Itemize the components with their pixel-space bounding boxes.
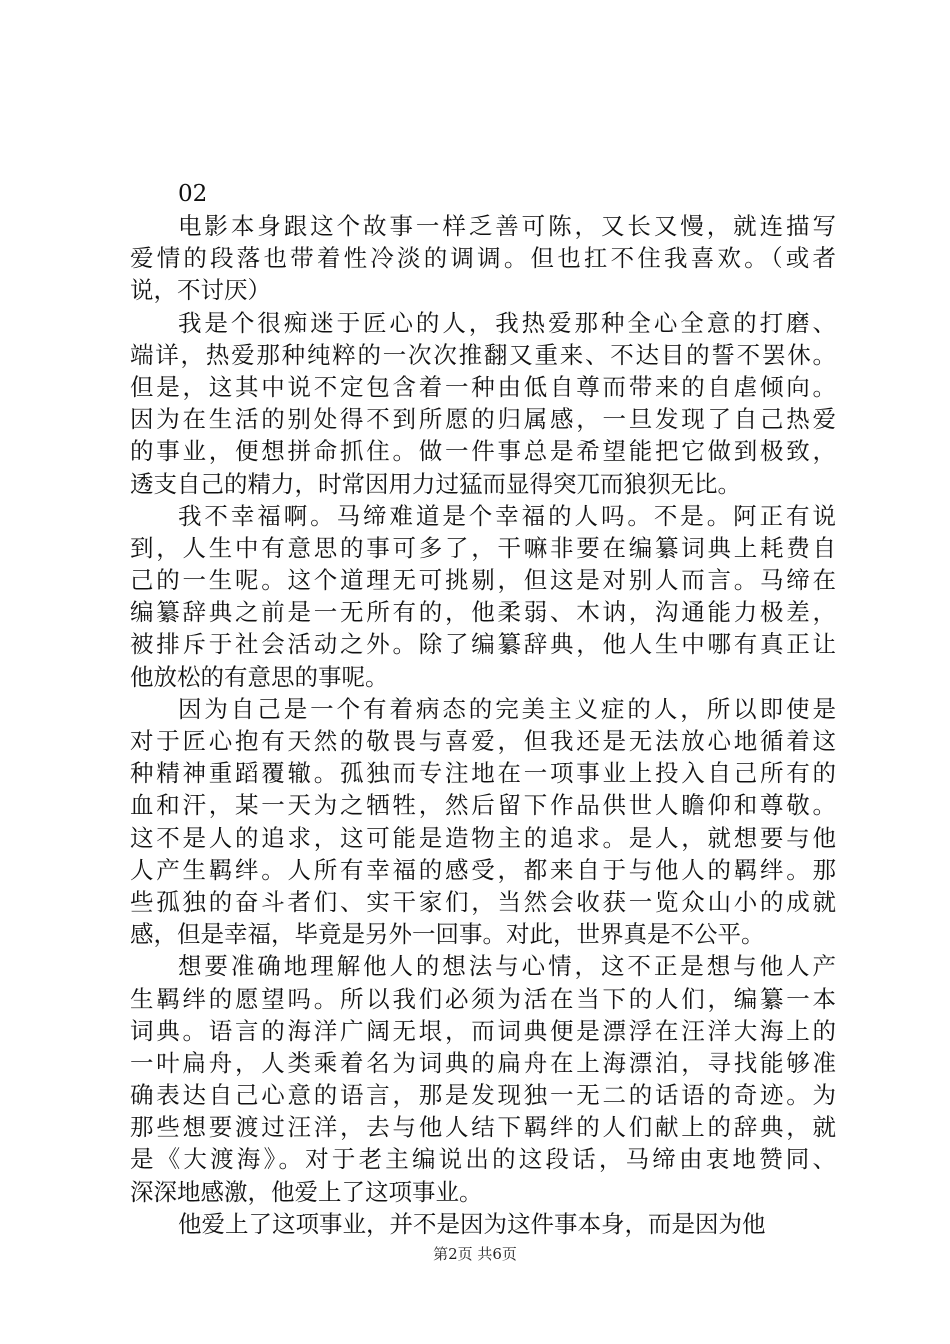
text-line: 一叶扁舟，人类乘着名为词典的扁舟在上海漂泊，寻找能够准	[130, 1048, 836, 1077]
paragraph	[130, 693, 836, 951]
text-line: 确表达自己心意的语言，那是发现独一无二的话语的奇迹。为	[130, 1081, 836, 1110]
text-line: 编纂辞典之前是一无所有的，他柔弱、木讷，沟通能力极差，	[130, 598, 836, 627]
text-line: 词典。语言的海洋广阔无垠，而词典便是漂浮在汪洋大海上的	[130, 1016, 836, 1045]
text-line: 因为自己是一个有着病态的完美主义症的人，所以即使是	[178, 694, 836, 723]
paragraph	[130, 307, 836, 500]
paragraph	[130, 950, 836, 1208]
paragraph	[130, 500, 836, 693]
text-line: 血和汗，某一天为之牺牲，然后留下作品供世人瞻仰和尊敬。	[130, 791, 836, 820]
paragraph-list	[130, 210, 836, 1240]
text-line: 我是个很痴迷于匠心的人，我热爱那种全心全意的打磨、	[178, 308, 836, 337]
text-line: 深深地感激，他爱上了这项事业。	[130, 1177, 483, 1206]
text-line: 他放松的有意思的事呢。	[130, 662, 389, 691]
text-line: 但是，这其中说不定包含着一种由低自尊而带来的自虐倾向。	[130, 372, 836, 401]
text-line: 电影本身跟这个故事一样乏善可陈，又长又慢，就连描写	[178, 212, 836, 240]
text-line: 他爱上了这项事业，并不是因为这件事本身，而是因为他	[178, 1209, 766, 1238]
text-line: 爱情的段落也带着性冷淡的调调。但也扛不住我喜欢。（或者	[130, 244, 836, 273]
text-line: 感，但是幸福，毕竟是另外一回事。对此，世界真是不公平。	[130, 920, 765, 949]
text-line: 因为在生活的别处得不到所愿的归属感，一旦发现了自己热爱	[130, 405, 836, 434]
page-footer: 第2页 共6页	[433, 1245, 517, 1263]
document-body	[130, 178, 836, 1240]
paragraph	[130, 1208, 836, 1240]
text-line: 想要准确地理解他人的想法与心情，这不正是想与他人产	[178, 952, 836, 981]
text-line: 被排斥于社会活动之外。除了编纂辞典，他人生中哪有真正让	[130, 630, 836, 659]
section-number: 02	[178, 181, 208, 207]
text-line: 些孤独的奋斗者们、实干家们，当然会收获一览众山小的成就	[130, 887, 836, 916]
text-line: 那些想要渡过汪洋，去与他人结下羁绊的人们献上的辞典，就	[130, 1113, 836, 1142]
text-line: 说，不讨厌）	[130, 276, 271, 305]
text-line: 人产生羁绊。人所有幸福的感受，都来自于与他人的羁绊。那	[130, 855, 836, 884]
text-line: 对于匠心抱有天然的敬畏与喜爱，但我还是无法放心地循着这	[130, 727, 836, 755]
text-line: 是《大渡海》。对于老主编说出的这段话，马缔由衷地赞同、	[130, 1145, 836, 1174]
text-line: 己的一生呢。这个道理无可挑剔，但这是对别人而言。马缔在	[130, 566, 836, 595]
text-line: 端详，热爱那种纯粹的一次次推翻又重来、不达目的誓不罢休。	[130, 340, 836, 369]
text-line: 到，人生中有意思的事可多了，干嘛非要在编纂词典上耗费自	[130, 533, 836, 562]
text-line: 生羁绊的愿望吗。所以我们必须为活在当下的人们，编纂一本	[130, 984, 836, 1013]
text-line: 的事业，便想拼命抓住。做一件事总是希望能把它做到极致，	[130, 437, 836, 466]
text-line: 这不是人的追求，这可能是造物主的追求。是人，就想要与他	[130, 823, 836, 852]
text-line: 种精神重蹈覆辙。孤独而专注地在一项事业上投入自己所有的	[130, 759, 836, 788]
text-line: 我不幸福啊。马缔难道是个幸福的人吗。不是。阿正有说	[178, 501, 836, 530]
text-line: 透支自己的精力，时常因用力过猛而显得突兀而狼狈无比。	[130, 469, 741, 498]
paragraph	[130, 210, 836, 307]
